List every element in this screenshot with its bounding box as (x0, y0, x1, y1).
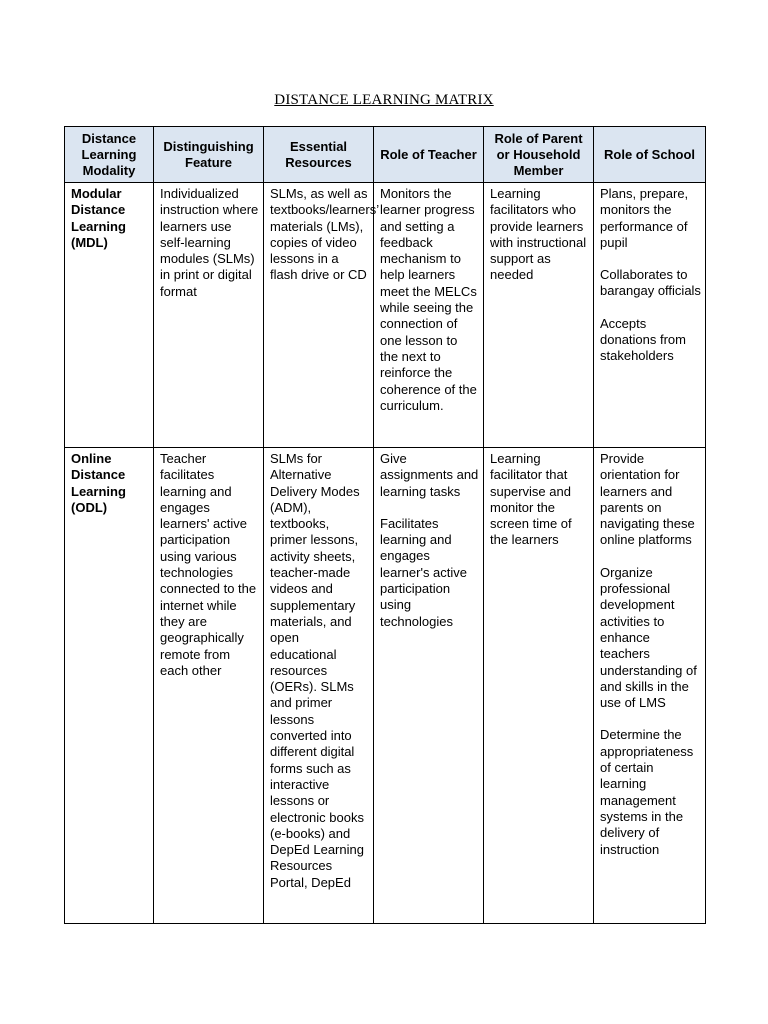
odl-modality-cell: Online Distance Learning (ODL) (65, 448, 154, 924)
odl-teacher-item: Give assignments and learning tasks (380, 451, 479, 499)
odl-teacher-item: Facilitates learning and engages learner's active participation using technologies (380, 515, 468, 629)
odl-resources-text: SLMs for Alternative Delivery Modes (ADM), textbooks, primer lessons, activity sheets, teacher-made videos and supplementary materials, and open educational resources (OERs). SLMs and primer lessons converted into different digital forms such as interactive lessons or electronic books (e-books) and DepEd Learning Resources Portal, DepEd (270, 451, 364, 890)
table-row-mdl (65, 183, 706, 448)
mdl-school-item: Plans, prepare, monitors the performance of pupil (600, 186, 689, 250)
table-row-odl (65, 448, 706, 924)
odl-feature-cell: Teacher facilitates learning and engages learners' active participation using various technologies connected to the internet while they are geographically remote from each other (154, 448, 264, 924)
header-parent: Role of Parent or Household Member (484, 127, 594, 183)
document-title: DISTANCE LEARNING MATRIX (274, 92, 494, 108)
header-resources: Essential Resources (264, 127, 374, 183)
mdl-modality-cell: Modular Distance Learning (MDL) (65, 183, 154, 448)
mdl-resources-cell: SLMs, as well as textbooks/learners’ materials (LMs), copies of video lessons in a flash drive or CD (264, 183, 374, 448)
header-modality: Distance Learning Modality (65, 127, 154, 183)
mdl-school-item: Accepts donations from stakeholders (600, 315, 686, 364)
mdl-school-cell (594, 183, 706, 448)
table-header-row (65, 127, 706, 183)
distance-learning-matrix-table (64, 126, 706, 924)
mdl-parent-cell: Learning facilitators who provide learners with instructional support as needed (484, 183, 594, 448)
odl-school-item: Determine the appropriateness of certain learning management systems in the delivery of instruction (600, 727, 694, 857)
odl-school-item: Organize professional development activities to enhance teachers understanding of and skills in the use of LMS (600, 564, 697, 711)
odl-resources-cell (264, 448, 374, 924)
odl-parent-cell: Learning facilitator that supervise and monitor the screen time of the learners (484, 448, 594, 924)
mdl-feature-cell: Individualized instruction where learners use self-learning modules (SLMs) in print or digital format (154, 183, 264, 448)
mdl-teacher-cell: Monitors the learner progress and setting a feedback mechanism to help learners meet the MELCs while seeing the connection of one lesson to the next to reinforce the coherence of the curriculum. (374, 183, 484, 448)
odl-school-item: Provide orientation for learners and parents on navigating these online platforms (600, 451, 695, 548)
header-feature: Distinguishing Feature (154, 127, 264, 183)
odl-school-cell (594, 448, 706, 924)
header-school: Role of School (594, 127, 706, 183)
mdl-school-item: Collaborates to barangay officials (600, 267, 701, 299)
header-teacher: Role of Teacher (374, 127, 484, 183)
odl-teacher-cell (374, 448, 484, 924)
